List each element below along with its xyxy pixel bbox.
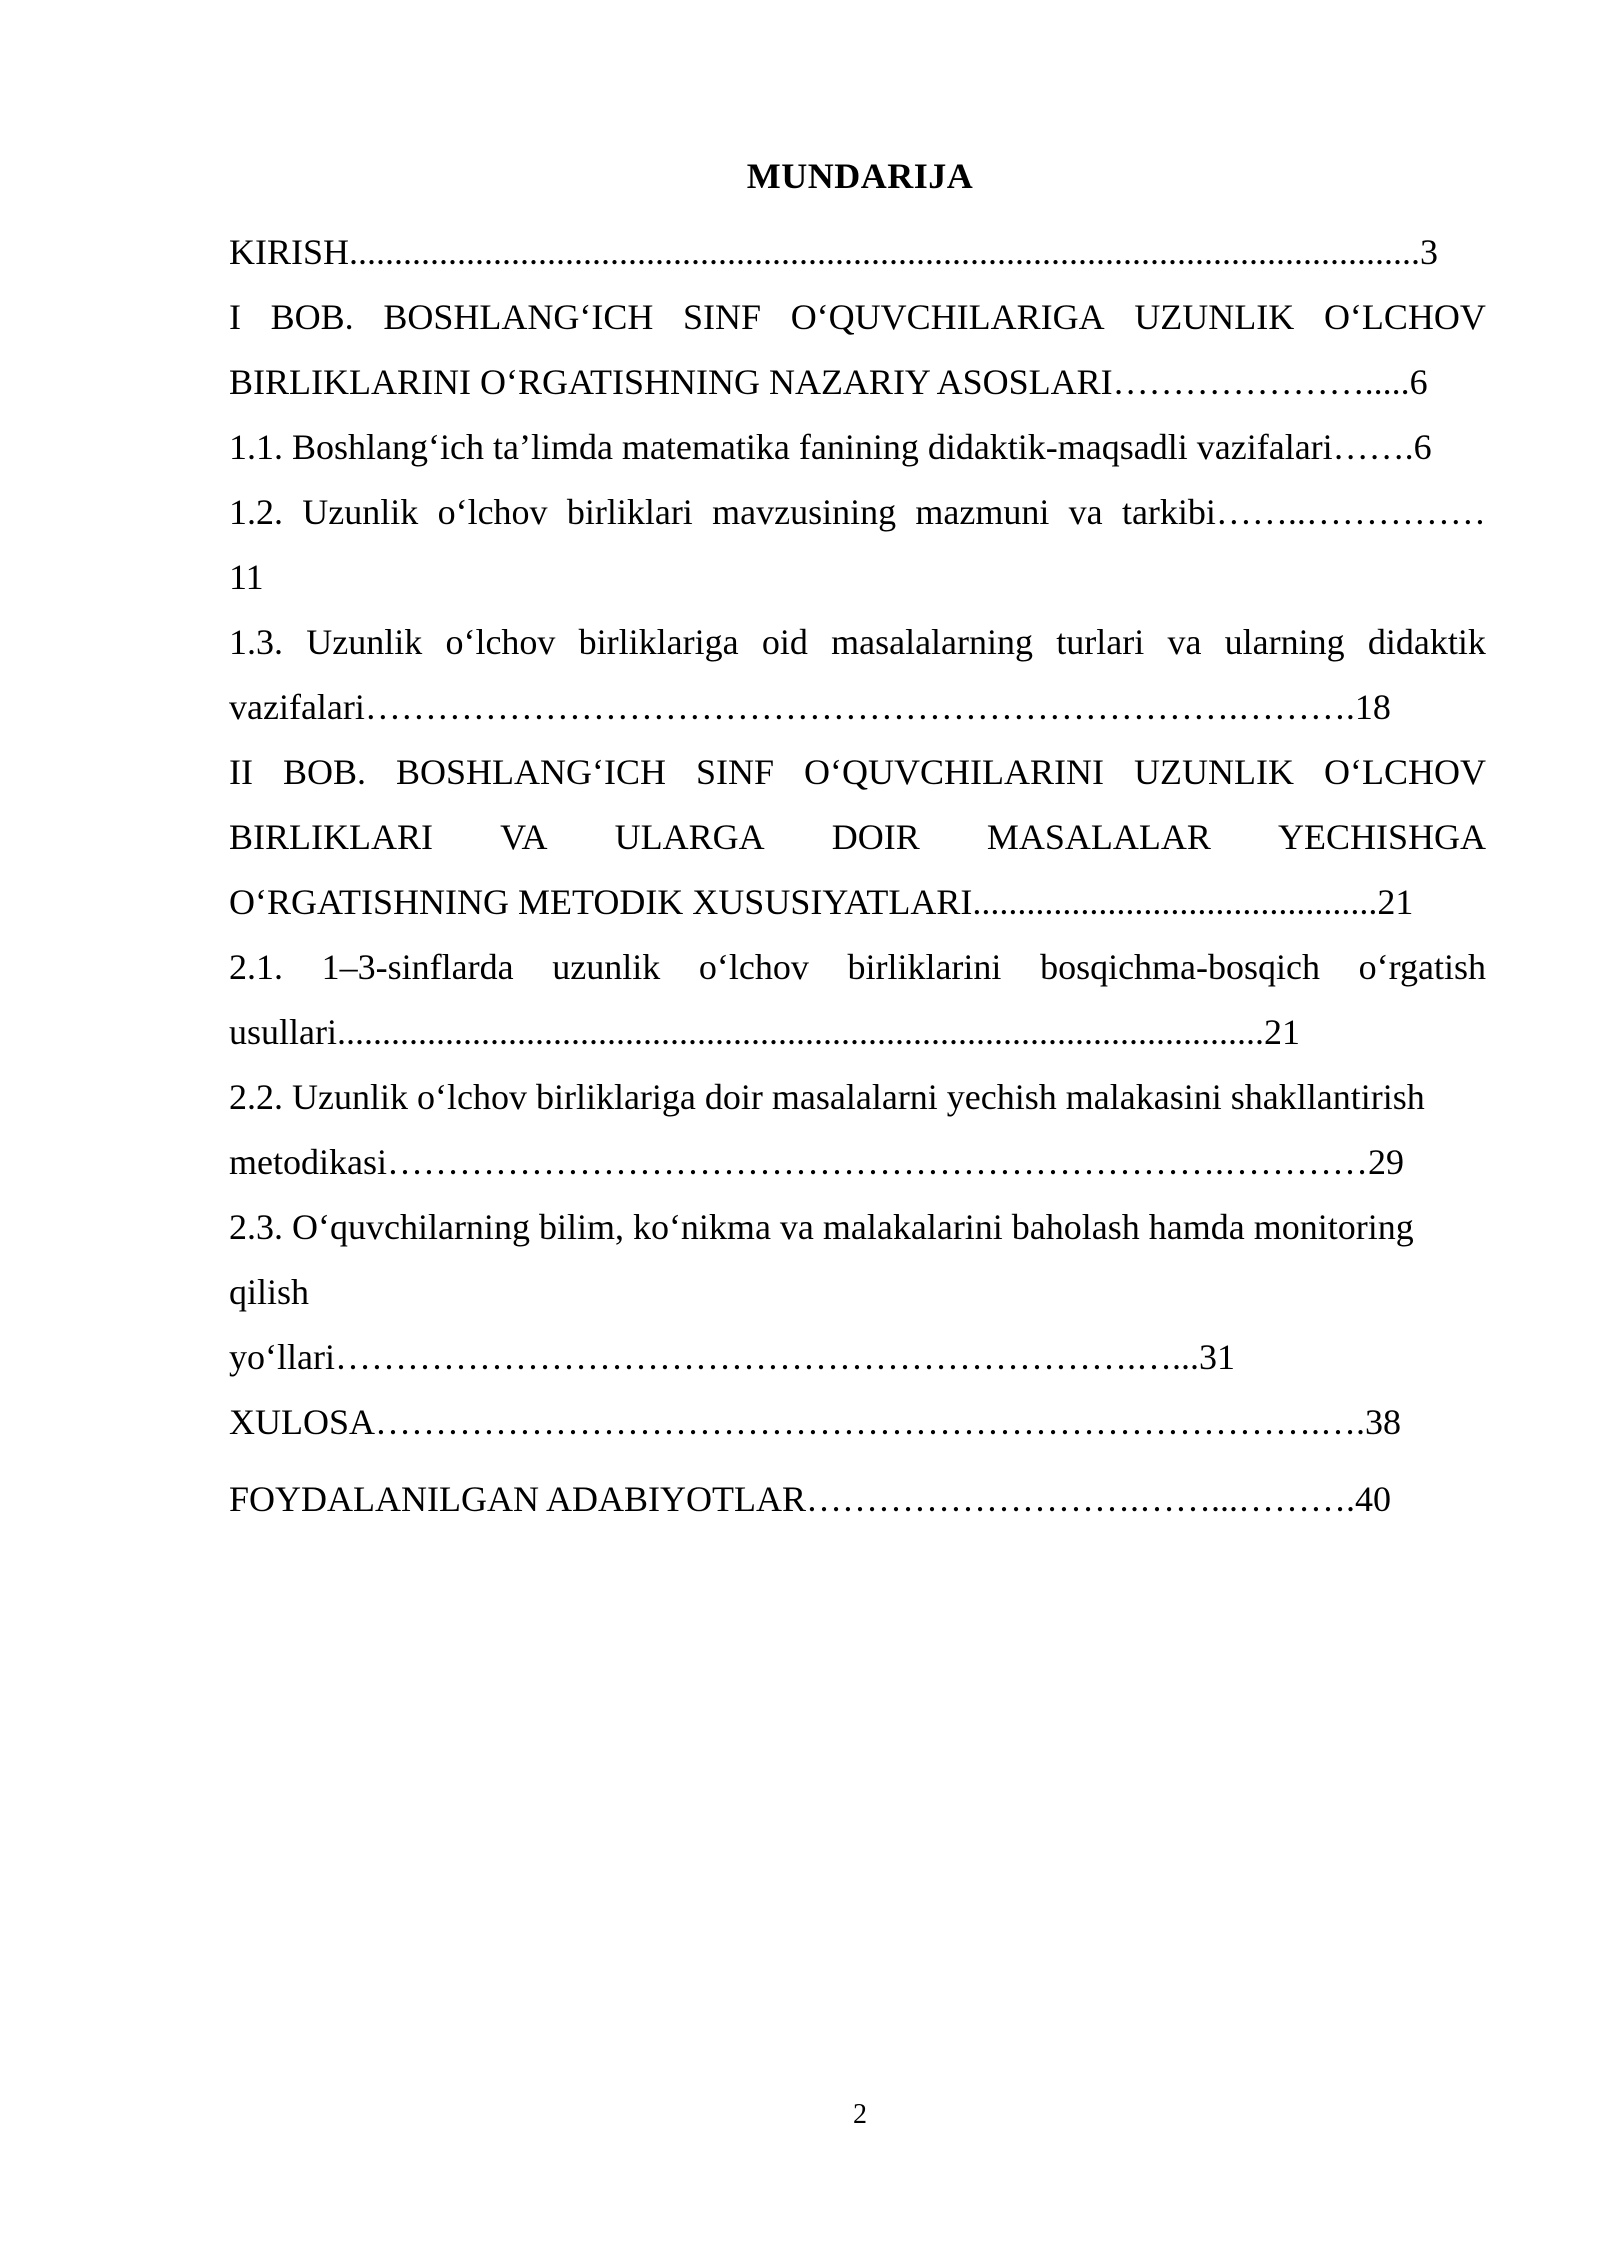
- toc-entry-xulosa: XULOSA…………………………………………………………………….….38: [229, 1402, 1402, 1442]
- toc-word: YECHISHGA: [1277, 817, 1486, 857]
- toc-word: masalalarning: [831, 622, 1034, 662]
- toc-entry-1-2-page: 11: [229, 557, 264, 597]
- toc-word: O‘LCHOV: [1323, 297, 1486, 337]
- toc-entry-chapter-2-title-line-2: [229, 805, 1486, 870]
- toc-word: 1.3.: [229, 622, 283, 662]
- toc-word: oid: [761, 622, 808, 662]
- table-of-contents: [229, 220, 1486, 1532]
- toc-entry-1-3: [229, 610, 1486, 675]
- toc-entry-2-3-continued-1: qilish: [229, 1272, 310, 1312]
- toc-word: tarkibi……..……………: [1121, 492, 1486, 532]
- toc-word: uzunlik: [552, 947, 661, 987]
- toc-word: VA: [500, 817, 548, 857]
- toc-word: 1.2.: [229, 492, 283, 532]
- toc-entry-2-2-continued: metodikasi…………………………………………………………….…………29: [229, 1142, 1404, 1182]
- toc-word: va: [1167, 622, 1202, 662]
- toc-entry-1-3-continued: vazifalari……………………………………………………………….……….18: [229, 687, 1391, 727]
- toc-word: didaktik: [1367, 622, 1486, 662]
- toc-word: birliklari: [566, 492, 693, 532]
- toc-word: ULARGA: [614, 817, 765, 857]
- toc-word: va: [1068, 492, 1103, 532]
- toc-word: O‘LCHOV: [1323, 752, 1486, 792]
- toc-entry-1-2: [229, 480, 1486, 545]
- toc-entry-chapter-2-title-line-1: [229, 740, 1486, 805]
- toc-word: UZUNLIK: [1134, 752, 1294, 792]
- toc-word: birliklariga: [578, 622, 739, 662]
- toc-word: BOSHLANG‘ICH: [396, 752, 667, 792]
- toc-word: MASALALAR: [986, 817, 1211, 857]
- toc-word: turlari: [1056, 622, 1145, 662]
- toc-entry-2-3-continued-2: yo‘llari………………………………………………………….…...31: [229, 1337, 1235, 1377]
- toc-word: mavzusining: [712, 492, 897, 532]
- page-number: 2: [853, 2099, 867, 2130]
- toc-word: o‘lchov: [445, 622, 556, 662]
- toc-entry-2-2: 2.2. Uzunlik o‘lchov birliklariga doir masalalarni yechish malakasini shakllantirish: [229, 1077, 1425, 1117]
- toc-entry-chapter-1-title-line-2: BIRLIKLARINI O‘RGATISHNING NAZARIY ASOSLARI………………….....6: [229, 362, 1428, 402]
- toc-word: Uzunlik: [302, 492, 419, 532]
- toc-entry-2-1-continued: usullari.......................................................................................................21: [229, 1012, 1300, 1052]
- toc-entry-chapter-2-title-line-3: O‘RGATISHNING METODIK XUSUSIYATLARI.............................................21: [229, 882, 1414, 922]
- toc-word: o‘rgatish: [1358, 947, 1486, 987]
- toc-entry-kirish: KIRISH.......................................................................................................................3: [229, 232, 1439, 272]
- toc-word: BOB.: [282, 752, 367, 792]
- toc-word: I: [229, 297, 241, 337]
- toc-word: O‘QUVCHILARIGA: [790, 297, 1105, 337]
- toc-word: BOB.: [270, 297, 354, 337]
- toc-entry-1-1: 1.1. Boshlang‘ich ta’limda matematika fanining didaktik-maqsadli vazifalari…….6: [229, 427, 1432, 467]
- toc-word: ularning: [1224, 622, 1345, 662]
- toc-word: II: [229, 752, 253, 792]
- toc-word: BIRLIKLARI: [229, 817, 433, 857]
- toc-entry-2-3: 2.3. O‘quvchilarning bilim, ko‘nikma va malakalarini baholash hamda monitoring: [229, 1207, 1414, 1247]
- toc-word: SINF: [683, 297, 762, 337]
- toc-word: UZUNLIK: [1134, 297, 1295, 337]
- toc-word: o‘lchov: [437, 492, 548, 532]
- toc-word: 1–3-sinflarda: [321, 947, 514, 987]
- toc-word: DOIR: [831, 817, 920, 857]
- toc-word: o‘lchov: [698, 947, 809, 987]
- toc-entry-chapter-1-title-line-1: [229, 285, 1486, 350]
- toc-word: BOSHLANG‘ICH: [383, 297, 654, 337]
- toc-word: O‘QUVCHILARINI: [804, 752, 1104, 792]
- toc-word: Uzunlik: [306, 622, 423, 662]
- toc-word: 2.1.: [229, 947, 283, 987]
- toc-entry-foydalanilgan-adabiyotlar: FOYDALANILGAN ADABIYOTLAR……………………….……...……….40: [229, 1479, 1391, 1519]
- toc-entry-2-1: [229, 935, 1486, 1000]
- toc-word: bosqichma-bosqich: [1040, 947, 1321, 987]
- toc-word: birliklarini: [847, 947, 1002, 987]
- toc-word: SINF: [696, 752, 775, 792]
- page-title: MUNDARIJA: [746, 156, 974, 196]
- toc-word: mazmuni: [915, 492, 1050, 532]
